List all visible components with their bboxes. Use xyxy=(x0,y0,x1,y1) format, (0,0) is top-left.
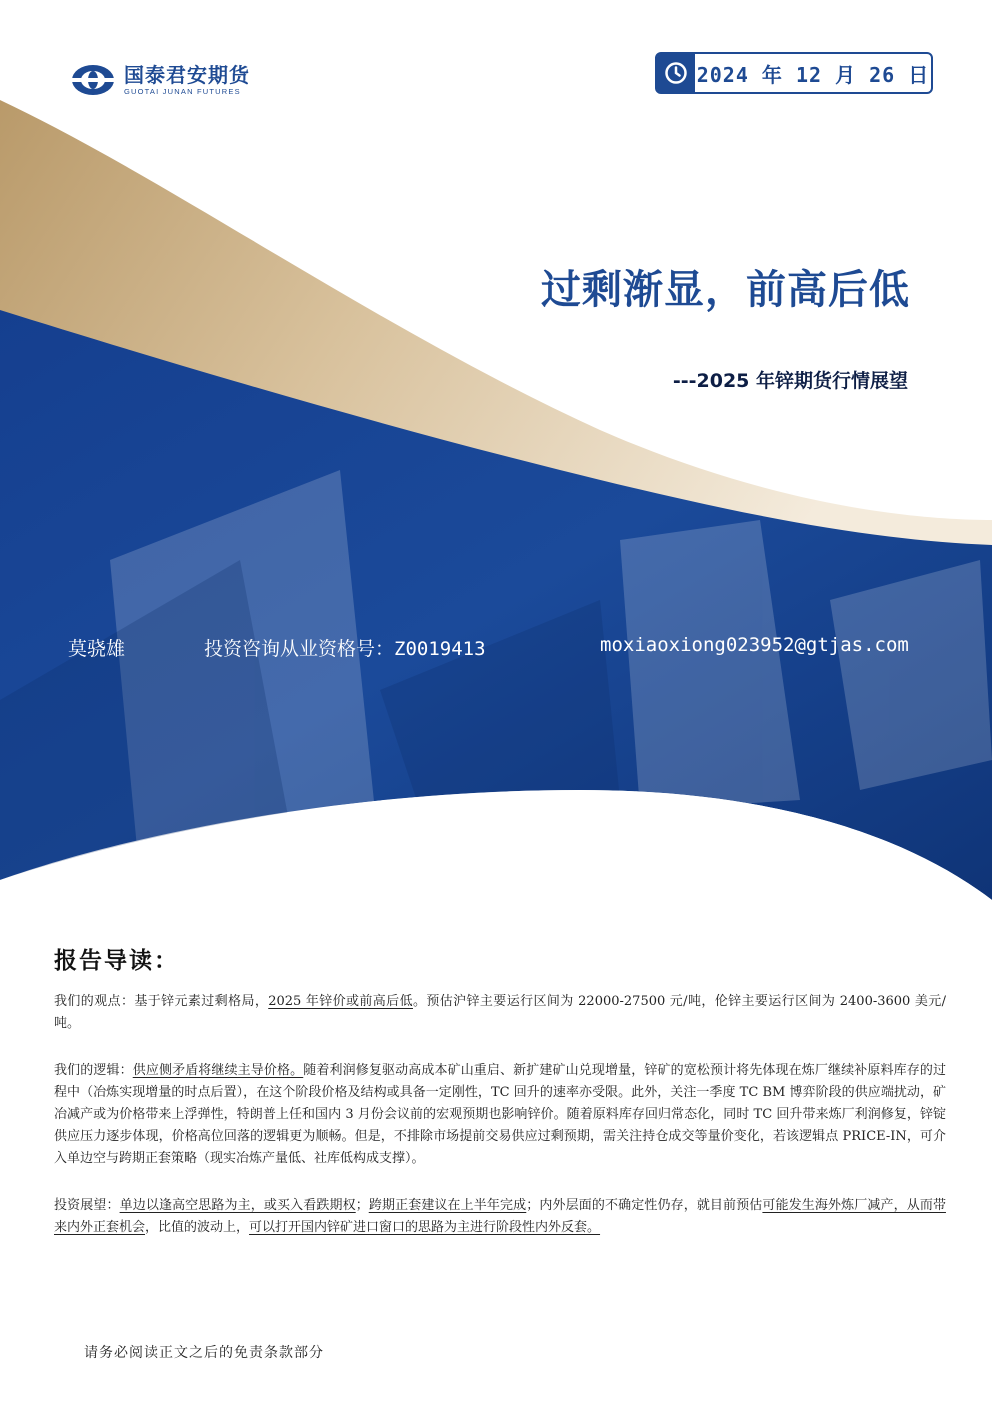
clock-icon xyxy=(664,61,688,85)
outlook-prefix: 投资展望： xyxy=(54,1198,120,1213)
brand-logo xyxy=(70,62,250,98)
report-title: 过剩渐显，前高后低 xyxy=(541,267,910,313)
outlook-mid-1: ；内外层面的不确定性仍存，就目前预估 xyxy=(526,1198,763,1213)
report-guide xyxy=(54,942,946,1264)
outlook-mid-2: ，比值的波动上， xyxy=(145,1220,250,1235)
author-name: 莫骁雄 xyxy=(68,638,126,660)
report-guide-heading: 报告导读： xyxy=(54,947,179,974)
report-date: 2024 年 12 月 26 日 xyxy=(696,62,930,87)
guotai-junan-logo-icon xyxy=(70,62,116,98)
view-highlight: 2025 年锌价或前高后低 xyxy=(268,994,413,1009)
view-prefix: 我们的观点：基于锌元素过剩格局， xyxy=(54,994,269,1009)
logic-paragraph xyxy=(54,1060,946,1170)
brand-name-en: GUOTAI JUNAN FUTURES xyxy=(124,86,241,96)
logic-highlight: 供应侧矛盾将继续主导价格。 xyxy=(132,1063,304,1078)
report-subtitle: ---2025 年锌期货行情展望 xyxy=(672,370,908,392)
outlook-highlight-4: 可以打开国内锌矿进口窗口的思路为主进行阶段性内外反套。 xyxy=(249,1220,601,1235)
outlook-paragraph xyxy=(54,1195,946,1239)
view-rest: 。预估沪锌主要运行区间为 22000-27500 元/吨，伦锌主要运行区间为 2400-3600 美元/吨。 xyxy=(54,994,946,1031)
outlook-highlight-1: 单边以逢高空思路为主，或买入看跌期权 xyxy=(119,1198,356,1213)
outlook-highlight-2: 跨期正套建议在上半年完成 xyxy=(368,1198,527,1213)
logic-prefix: 我们的逻辑： xyxy=(54,1063,133,1078)
author-email: moxiaoxiong023952@gtjas.com xyxy=(600,634,909,656)
author-license: 投资咨询从业资格号：Z0019413 xyxy=(204,638,486,660)
brand-name-cn: 国泰君安期货 xyxy=(124,62,250,87)
logic-rest: 随着利润修复驱动高成本矿山重启、新扩建矿山兑现增量，锌矿的宽松预计将先体现在炼厂继续补原料库存的过程中（冶炼实现增量的时点后置），在这个阶段价格及结构或具备一定刚性，TC 回升的速率亦受限。此外，关注一季度 TC BM 博弈阶段的供应端扰动，矿冶减产或为价格带来上浮弹性，特朗普上任和国内 3 月份会议前的宏观预期也影响锌价。随着原料库存回归常态化，同时 TC 回升带来炼厂利润修复，锌锭供应压力逐步体现，价格高位回落的逻辑更为顺畅。但是，不排除市场提前交易供应过剩预期，需关注持仓成交等量价变化，若该逻辑点 PRICE-IN，可介入单边空与跨期正套策略（现实冶炼产量低、社库低构成支撑）。 xyxy=(54,1063,946,1166)
date-badge xyxy=(655,52,933,94)
outlook-highlight-3: 可能发生海外炼厂减产，从而带来内外正套机会 xyxy=(54,1198,946,1235)
author-info xyxy=(0,634,992,662)
disclaimer-note: 请务必阅读正文之后的免责条款部分 xyxy=(84,1345,324,1361)
view-paragraph xyxy=(54,991,946,1035)
outlook-sep: ； xyxy=(355,1198,369,1213)
